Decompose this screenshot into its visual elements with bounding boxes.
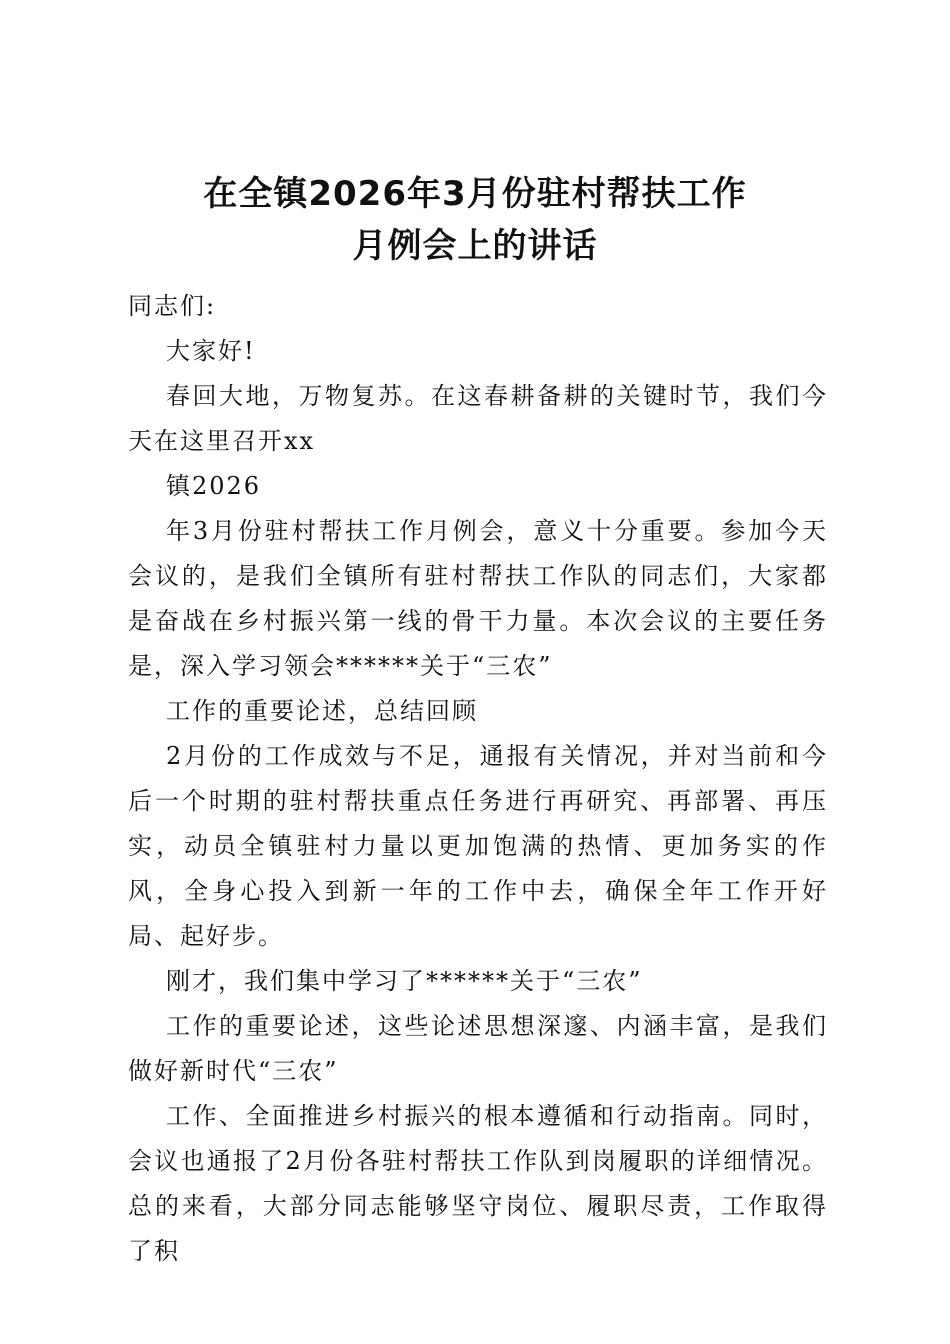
- paragraph-7: 刚才，我们集中学习了******关于“三农”: [166, 967, 643, 995]
- document-title: [0, 168, 950, 272]
- document-body: [128, 284, 828, 1274]
- paragraph-8: 工作的重要论述，这些论述思想深邃、内涵丰富，是我们做好新时代“三农”: [128, 1012, 828, 1085]
- paragraph-6: 2月份的工作成效与不足，通报有关情况，并对当前和今后一个时期的驻村帮扶重点任务进行再研究、再部署、再压实，动员全镇驻村力量以更加饱满的热情、更加务实的作风，全身心投入到新一年的工作中去，确保全年工作开好局、起好步。: [128, 742, 828, 950]
- title-line-1: 在全镇2026年3月份驻村帮扶工作: [203, 174, 747, 214]
- paragraph-3: 镇2026: [166, 472, 262, 500]
- title-line-2: 月例会上的讲话: [352, 226, 598, 266]
- salutation: 同志们:: [128, 292, 217, 320]
- paragraph-1: 大家好!: [166, 337, 256, 365]
- paragraph-4: 年3月份驻村帮扶工作月例会，意义十分重要。参加今天会议的，是我们全镇所有驻村帮扶工作队的同志们，大家都是奋战在乡村振兴第一线的骨干力量。本次会议的主要任务是，深入学习领会******关于“三农”: [128, 517, 828, 680]
- paragraph-5: 工作的重要论述，总结回顾: [166, 697, 478, 725]
- paragraph-9: 工作、全面推进乡村振兴的根本遵循和行动指南。同时，会议也通报了2月份各驻村帮扶工作队到岗履职的详细情况。总的来看，大部分同志能够坚守岗位、履职尽责，工作取得了积: [128, 1102, 828, 1265]
- paragraph-2: 春回大地，万物复苏。在这春耕备耕的关键时节，我们今天在这里召开xx: [128, 382, 828, 455]
